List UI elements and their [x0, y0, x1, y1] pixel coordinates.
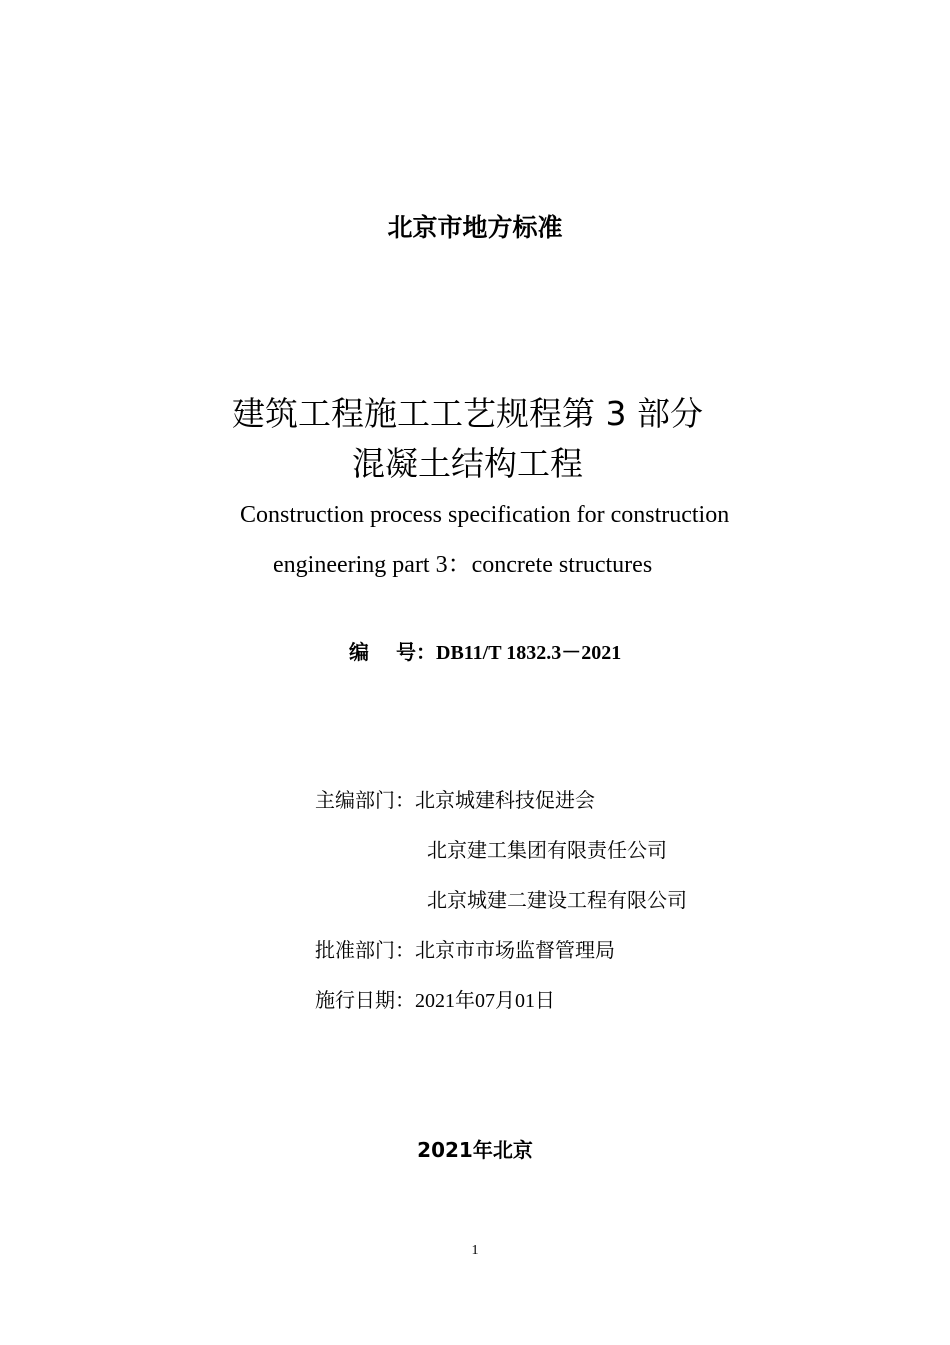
document-title-line-2: 混凝土结构工程	[352, 444, 583, 483]
chief-editor-label: 主编部门：	[315, 788, 415, 812]
standard-number-label-b: 号：	[396, 640, 436, 664]
year-place: 2021年北京	[417, 1138, 533, 1162]
standard-number	[349, 637, 621, 668]
chief-editor-3: 北京城建二建设工程有限公司	[427, 888, 687, 912]
standard-number-value: DB11/T 1832.3－2021	[436, 642, 622, 664]
english-title-line-2: engineering part 3：concrete structures	[273, 552, 653, 578]
standard-number-label-a: 编	[349, 640, 369, 664]
page-number: 1	[471, 1243, 479, 1258]
chief-editor-row	[315, 785, 595, 815]
chief-editor-1: 北京城建科技促进会	[415, 788, 595, 812]
document-title-line-1: 建筑工程施工工艺规程第 3 部分	[232, 394, 703, 433]
approver-row	[315, 935, 615, 965]
approver-label: 批准部门：	[315, 938, 415, 962]
chief-editor-2: 北京建工集团有限责任公司	[427, 838, 667, 862]
approver-value: 北京市市场监督管理局	[415, 938, 615, 962]
effective-date-label: 施行日期：	[315, 988, 415, 1012]
english-title-line-1: Construction process specification for construction	[240, 502, 730, 528]
standard-type-heading: 北京市地方标准	[387, 213, 563, 242]
effective-date-value: 2021年07月01日	[415, 990, 555, 1012]
effective-date-row	[315, 985, 555, 1016]
